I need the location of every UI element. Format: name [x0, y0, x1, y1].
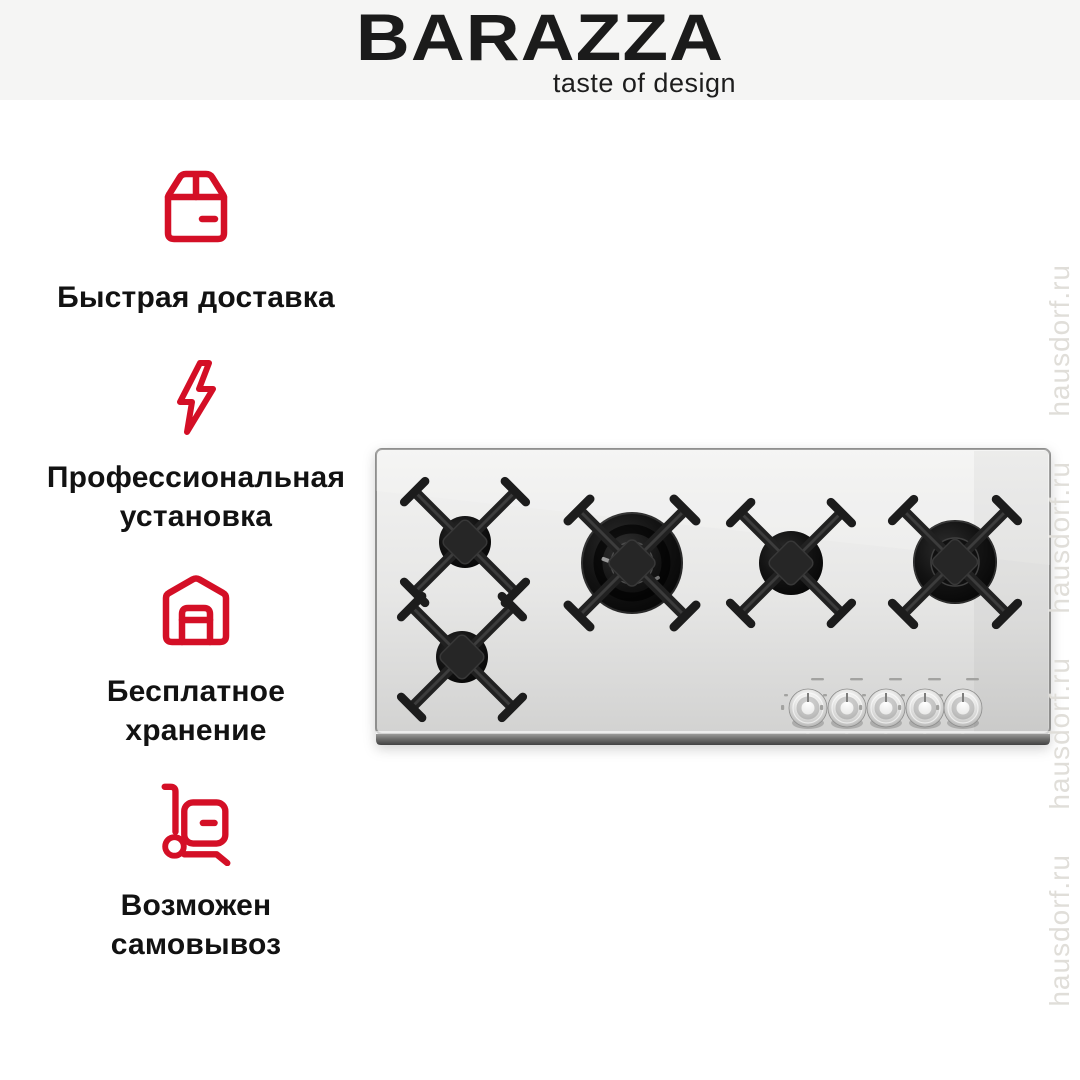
- feature-line: Профессиональная: [46, 461, 346, 494]
- watermark-text: hausdorf.ru: [1044, 853, 1075, 1007]
- feature-free-storage: [0, 568, 392, 750]
- package-icon: [0, 162, 392, 248]
- feature-fast-delivery: [0, 162, 392, 317]
- burner-large: [568, 499, 696, 627]
- header-band: [0, 0, 1080, 100]
- feature-line: установка: [119, 500, 273, 533]
- product-image-gas-hob: [374, 447, 1052, 747]
- feature-label: [0, 886, 392, 964]
- feature-pro-installation: [0, 358, 392, 536]
- gas-hob-illustration: [374, 447, 1052, 747]
- watermark-text: hausdorf.ru: [1044, 657, 1075, 810]
- feature-line: Бесплатное: [106, 675, 286, 708]
- feature-line: Быстрая доставка: [57, 281, 335, 314]
- lightning-icon: [0, 358, 392, 438]
- hob-front-edge: [376, 734, 1050, 745]
- brand-name: BARAZZA: [355, 0, 725, 74]
- feature-pickup: [0, 778, 392, 964]
- warehouse-icon: [0, 568, 392, 652]
- feature-line: хранение: [125, 714, 267, 747]
- watermark-text: hausdorf.ru: [1044, 460, 1075, 614]
- handtruck-icon: [0, 778, 392, 866]
- watermark-column: [1042, 264, 1078, 1080]
- watermark-text: hausdorf.ru: [1044, 264, 1075, 417]
- feature-label: [0, 458, 392, 536]
- brand-tagline: taste of design: [552, 68, 736, 98]
- feature-line: самовывоз: [110, 928, 282, 961]
- feature-label: [0, 278, 392, 317]
- brand-logo: [344, 0, 736, 97]
- feature-label: [0, 672, 392, 750]
- feature-line: Возможен: [120, 889, 272, 922]
